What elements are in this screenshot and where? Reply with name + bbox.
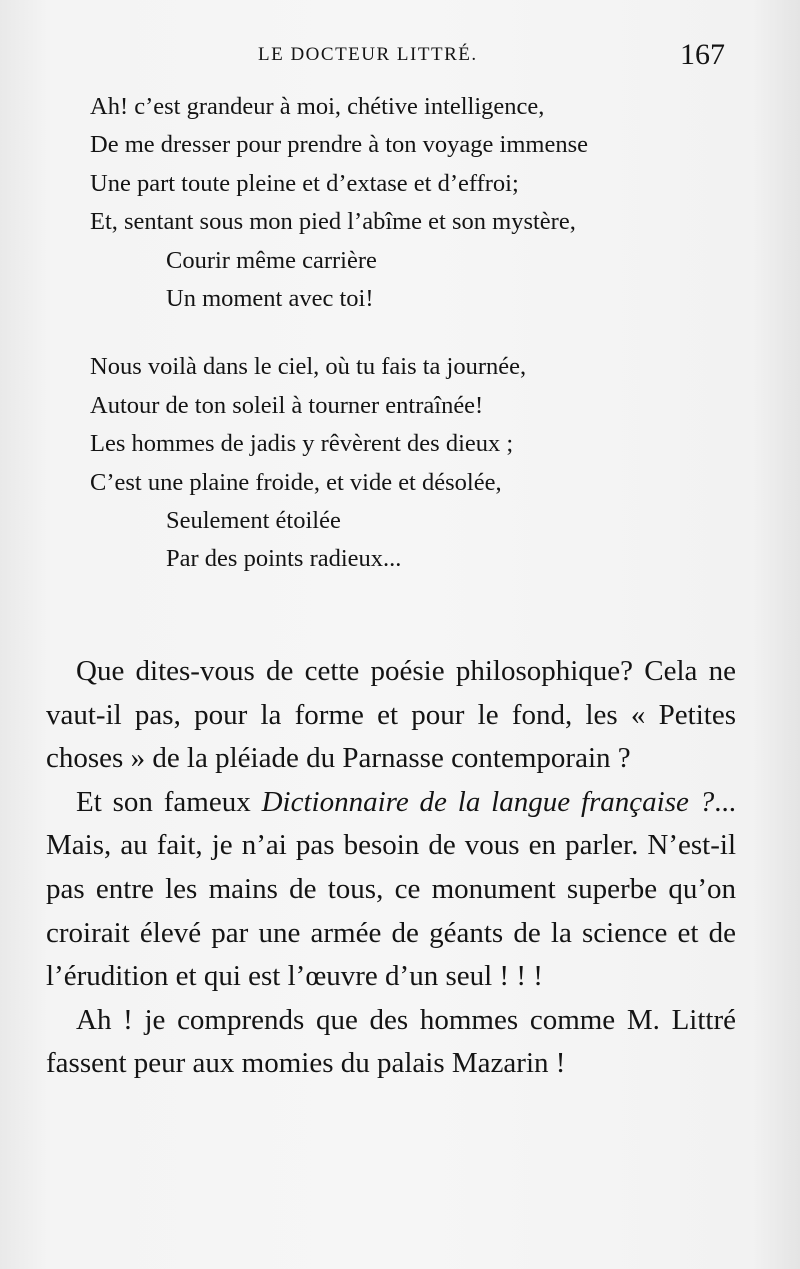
paragraph-text: Et son fameux bbox=[76, 785, 262, 818]
verse-line: C’est une plaine froide, et vide et désolée, bbox=[90, 468, 502, 496]
poem bbox=[90, 88, 750, 579]
verse-line-indented: Seulement étoilée bbox=[166, 506, 341, 534]
verse-line-indented: Par des points radieux... bbox=[166, 545, 402, 573]
book-title: Dictionnaire de la langue française ? bbox=[261, 785, 715, 818]
verse-line: Les hommes de jadis y rêvèrent des dieux ; bbox=[90, 430, 514, 458]
verse-line-indented: Un moment avec toi! bbox=[166, 284, 374, 312]
paragraph-text: ... Mais, au fait, je n’ai pas besoin de vous en parler. N’est-il pas entre les mains de tous, ce monument superbe qu’on croirait élevé par une armée de géants de la science et de l’érudition et qui est l’œuvre d’un seul ! ! ! bbox=[46, 785, 736, 993]
verse-line: Ah! c’est grandeur à moi, chétive intelligence, bbox=[90, 93, 545, 120]
verse-line: Une part toute pleine et d’extase et d’effroi; bbox=[90, 169, 519, 197]
stanza bbox=[90, 88, 750, 318]
page-number: 167 bbox=[680, 38, 725, 71]
verse-line: Nous voilà dans le ciel, où tu fais ta journée, bbox=[90, 353, 527, 381]
running-head: LE DOCTEUR LITTRÉ. bbox=[258, 44, 478, 65]
verse-line: Et, sentant sous mon pied l’abîme et son mystère, bbox=[90, 208, 576, 236]
paragraph: Ah ! je comprends que des hommes comme M. Littré fassent peur aux momies du palais Mazarin ! bbox=[46, 1003, 736, 1080]
paragraph bbox=[46, 781, 736, 999]
page-header bbox=[0, 38, 800, 78]
paragraph: Que dites-vous de cette poésie philosophique? Cela ne vaut-il pas, pour la forme et pour le fond, les « Petites choses » de la pléiade du Parnasse contemporain ? bbox=[46, 655, 736, 775]
verse-line: Autour de ton soleil à tourner entraînée! bbox=[90, 391, 484, 419]
verse-line: De me dresser pour prendre à ton voyage immense bbox=[90, 131, 588, 159]
prose-body bbox=[46, 650, 736, 1086]
stanza bbox=[90, 348, 750, 578]
verse-line-indented: Courir même carrière bbox=[166, 246, 377, 274]
